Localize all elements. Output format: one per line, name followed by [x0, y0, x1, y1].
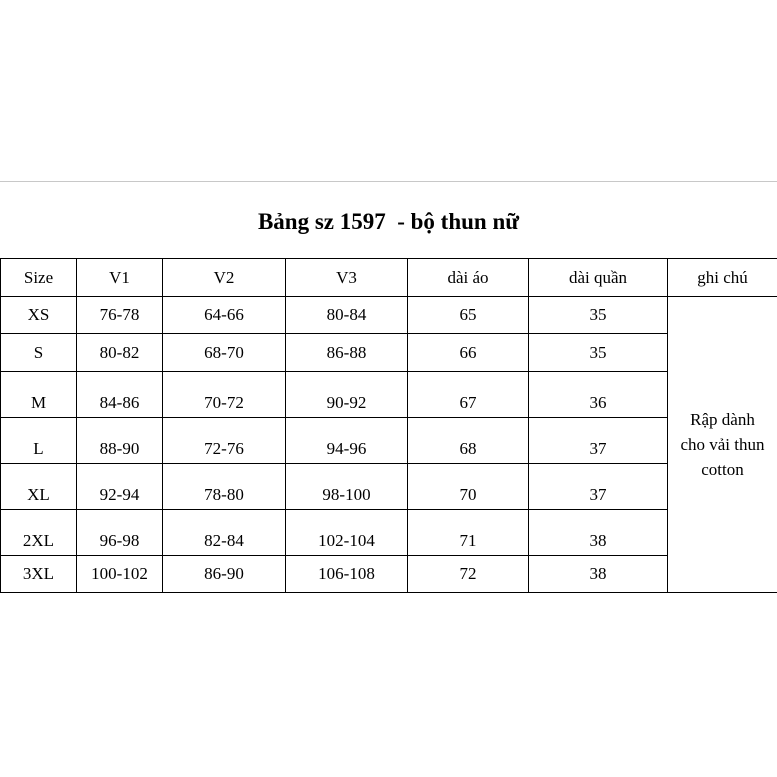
note-line: cotton: [701, 460, 744, 479]
dai-quan-cell: 35: [529, 297, 668, 334]
v2-cell: 72-76: [163, 418, 286, 464]
header-cell: ghi chú: [668, 259, 777, 297]
dai-ao-cell: 67: [408, 372, 529, 418]
size-chart: [0, 181, 777, 598]
table-row: [1, 418, 777, 464]
table-row: [1, 510, 777, 556]
title-box: [0, 181, 777, 258]
size-cell: L: [1, 418, 77, 464]
v3-cell: 106-108: [286, 556, 408, 593]
dai-ao-cell: 70: [408, 464, 529, 510]
v2-cell: 86-90: [163, 556, 286, 593]
size-table: [0, 258, 777, 593]
dai-quan-cell: 36: [529, 372, 668, 418]
table-row: [1, 372, 777, 418]
v2-cell: 82-84: [163, 510, 286, 556]
dai-quan-cell: 37: [529, 418, 668, 464]
v2-cell: 64-66: [163, 297, 286, 334]
v1-cell: 76-78: [77, 297, 163, 334]
v1-cell: 92-94: [77, 464, 163, 510]
table-row: [1, 334, 777, 372]
size-cell: 2XL: [1, 510, 77, 556]
v1-cell: 100-102: [77, 556, 163, 593]
dai-ao-cell: 68: [408, 418, 529, 464]
dai-quan-cell: 37: [529, 464, 668, 510]
dai-ao-cell: 72: [408, 556, 529, 593]
v3-cell: 86-88: [286, 334, 408, 372]
header-cell: V1: [77, 259, 163, 297]
table-row: [1, 297, 777, 334]
v1-cell: 88-90: [77, 418, 163, 464]
dai-quan-cell: 38: [529, 510, 668, 556]
v3-cell: 80-84: [286, 297, 408, 334]
v2-cell: 78-80: [163, 464, 286, 510]
v3-cell: 98-100: [286, 464, 408, 510]
table-row: [1, 464, 777, 510]
page-title: Bảng sz 1597 - bộ thun nữ: [257, 209, 520, 234]
size-cell: M: [1, 372, 77, 418]
header-cell: V2: [163, 259, 286, 297]
v1-cell: 84-86: [77, 372, 163, 418]
v3-cell: 90-92: [286, 372, 408, 418]
v2-cell: 70-72: [163, 372, 286, 418]
header-cell: Size: [1, 259, 77, 297]
v2-cell: 68-70: [163, 334, 286, 372]
dai-ao-cell: 71: [408, 510, 529, 556]
size-cell: XS: [1, 297, 77, 334]
v1-cell: 96-98: [77, 510, 163, 556]
v3-cell: 94-96: [286, 418, 408, 464]
header-cell: dài áo: [408, 259, 529, 297]
dai-quan-cell: 38: [529, 556, 668, 593]
note-cell: [668, 297, 777, 593]
v1-cell: 80-82: [77, 334, 163, 372]
dai-ao-cell: 65: [408, 297, 529, 334]
dai-quan-cell: 35: [529, 334, 668, 372]
v3-cell: 102-104: [286, 510, 408, 556]
header-cell: V3: [286, 259, 408, 297]
table-row: [1, 556, 777, 593]
note-line: Rập dành: [690, 410, 755, 429]
size-cell: S: [1, 334, 77, 372]
note-line: cho vải thun: [680, 435, 765, 454]
header-row: [1, 259, 777, 297]
dai-ao-cell: 66: [408, 334, 529, 372]
size-cell: 3XL: [1, 556, 77, 593]
header-cell: dài quần: [529, 259, 668, 297]
size-cell: XL: [1, 464, 77, 510]
